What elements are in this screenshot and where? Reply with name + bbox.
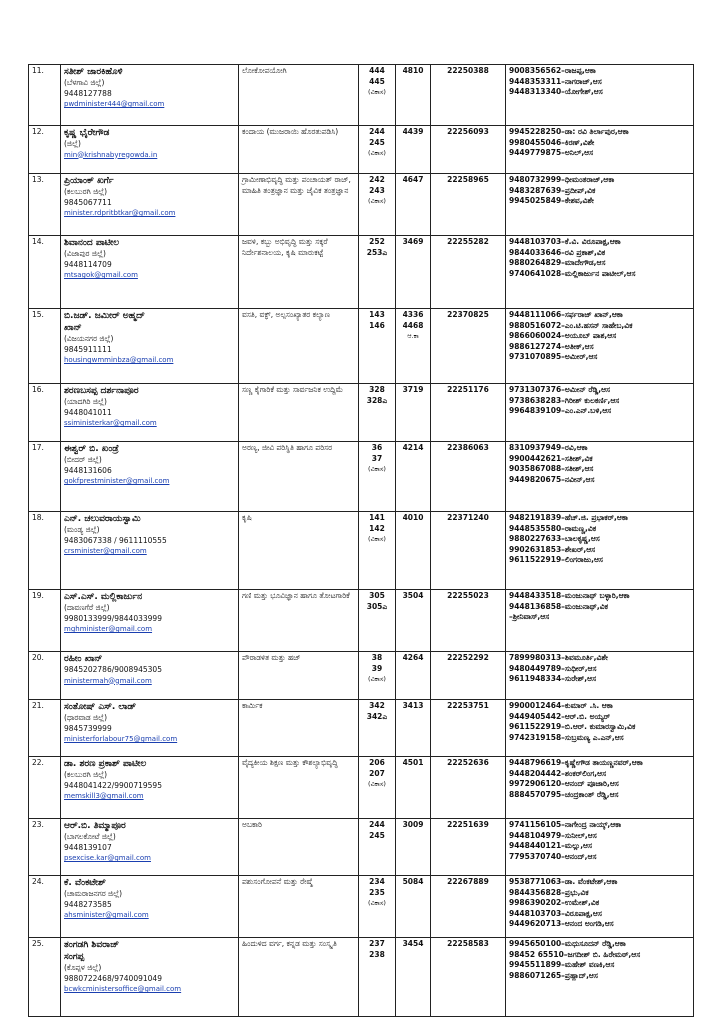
minister-name: ಎಸ್.ಎಸ್. ಮಲ್ಲಿಕಾರ್ಜುನ	[64, 592, 143, 602]
extension-numbers	[396, 512, 431, 590]
staff-contact: 9945025849–ಕೇಶವ,ವಿಶೇ	[509, 196, 594, 205]
portfolio: ಗ್ರಾಮೀಣಾಭಿವೃದ್ಧಿ ಮತ್ತು ಪಂಚಾಯತ್ ರಾಜ್, ಮಾಹಿತಿ ತಂತ್ರಜ್ಞಾನ ಮತ್ತು ಜೈವಿಕ ತಂತ್ರಜ್ಞಾನ	[239, 174, 359, 236]
office-phone: 22252636	[431, 757, 506, 819]
staff-contact: 9449820675–ನವೀನ್,ಆಸ	[509, 474, 595, 484]
minister-district: (ಯಾದಗಿರಿ ಜಿಲ್ಲೆ)	[64, 397, 107, 406]
staff-contact: –ಶ್ರೀನಿವಾಸ್,ಆಸ	[509, 612, 550, 621]
staff-contact: 9742319158–ಸುಬ್ರಮಣ್ಯ ಎ.ಎನ್,ಆಸ	[509, 732, 624, 742]
office-phone: 22252292	[431, 652, 506, 700]
staff-contact: 9886127274–ಅತೀಕ್,ಆಸ	[509, 341, 594, 351]
room-number: 141	[369, 513, 385, 522]
room-building-note: (ವಿಕಾಸ)	[368, 780, 386, 788]
extension-numbers	[396, 309, 431, 384]
minister-name: ರಹೀಂ ಖಾನ್	[64, 654, 103, 664]
room-number: 235	[369, 887, 385, 897]
staff-contact: 9945511899–ಮಹೇಶ್ ವಣಕಿ,ಆಸ	[509, 960, 615, 969]
extension-numbers	[396, 938, 431, 1017]
room-number: 244	[369, 127, 385, 136]
table-row	[29, 174, 694, 236]
staff-contact: 9980455046–ಕಿರಣ್,ವಿಶೇ	[509, 137, 595, 147]
room-number: 328	[369, 385, 385, 394]
room-numbers	[359, 590, 396, 652]
room-number: 445	[369, 76, 385, 86]
office-phone: 22251639	[431, 819, 506, 876]
serial-number: 14.	[29, 236, 61, 309]
minister-cell	[61, 590, 239, 652]
serial-number: 25.	[29, 938, 61, 1017]
room-numbers	[359, 819, 396, 876]
minister-cell	[61, 65, 239, 126]
minister-phone: 9448127788	[64, 88, 112, 98]
extension-numbers	[396, 590, 431, 652]
serial-number: 15.	[29, 309, 61, 384]
minister-phone: 9845739999	[64, 723, 112, 733]
staff-contact: 9008356562–ರಾಜಪ್ಪ,ಆಕಾ	[509, 66, 596, 75]
minister-name: ಕೆ. ವೆಂಕಟೇಶ್	[64, 878, 106, 888]
minister-name: ಸತೀಶ್ ಜಾರಕಿಹೊಳಿ	[64, 67, 123, 77]
minister-name: ಆರ್.ಬಿ. ತಿಮ್ಮಾಪೂರ	[64, 821, 126, 831]
staff-contacts	[506, 819, 694, 876]
minister-name: ಬಿ.ಜಡ್. ಜಮೀರ್ ಅಹ್ಮದ್	[64, 311, 145, 321]
room-numbers	[359, 126, 396, 174]
extension-number: 3009	[402, 820, 424, 829]
staff-contact: 9902631853–ಶೇಖರ್,ಆಸ	[509, 544, 596, 554]
extension-number: 4501	[402, 758, 424, 767]
staff-contact: 98452 65510–ಜಗದೀಶ್ ಬಿ. ಹಿರೇಮಠ್,ಆಸ	[509, 949, 641, 959]
staff-contacts	[506, 236, 694, 309]
room-numbers	[359, 174, 396, 236]
extension-number: 3504	[402, 591, 424, 600]
extension-number: 5084	[402, 877, 424, 886]
minister-cell	[61, 652, 239, 700]
staff-contact: 9448103703–ವಿರೂಪಾಕ್ಷ,ಆಸ	[509, 908, 602, 918]
room-number: 342ಎ	[366, 711, 388, 721]
minister-phone: 9845911111	[64, 344, 112, 354]
staff-contacts	[506, 174, 694, 236]
minister-email-link[interactable]: ssiministerkar@gmail.com	[64, 419, 157, 427]
staff-contact: 9880227633–ಬಾಲಕೃಷ್ಣ,ಆಸ	[509, 534, 600, 543]
minister-email-link[interactable]: ministermah@gmail.com	[64, 676, 152, 685]
room-numbers	[359, 442, 396, 512]
minister-name: ಶಿವಾನಂದ ಪಾಟೀಲ	[64, 238, 120, 248]
staff-contact: 9964839109–ಎಂ.ಎನ್.ಬಳಿ,ಆಸ	[509, 406, 612, 415]
staff-contact: 9448136858–ಮಂಜುನಾಥ್,ವಿಕ	[509, 601, 608, 611]
room-number: 36	[371, 443, 383, 452]
serial-number: 24.	[29, 876, 61, 938]
minister-name: ಡಾ. ಶರಣ ಪ್ರಕಾಶ್ ಪಾಟೀಲ	[64, 759, 147, 769]
staff-contact: 9448111066–ಸರ್ಫರಾಜ್ ಖಾನ್,ಆಕಾ	[509, 310, 623, 319]
serial-number: 20.	[29, 652, 61, 700]
minister-phone: 9980133999/9844033999	[64, 613, 162, 623]
minister-cell	[61, 174, 239, 236]
table-row	[29, 938, 694, 1017]
staff-contacts	[506, 938, 694, 1017]
minister-email-link[interactable]: ministerforlabour75@gmail.com	[64, 735, 178, 743]
staff-contact: 9945650100–ಮಧುಸೂದನ್ ರೆಡ್ಡಿ,ಆಕಾ	[509, 939, 626, 948]
room-numbers	[359, 65, 396, 126]
minister-phone: 9483067338 / 9611110555	[64, 535, 167, 545]
extension-number: 3719	[402, 385, 424, 394]
staff-contact: 9738638283–ಗಿರೀಶ್ ಕುಲಕರ್ಣಿ,ಆಸ	[509, 395, 620, 405]
staff-contact: 9880264829–ಮಾದೇಗೌಡ,ಆಸ	[509, 258, 606, 267]
minister-name-cont: ಸಂಗಪ್ಪ	[64, 952, 85, 962]
portfolio: ಪೌರಾಡಳಿತ ಮತ್ತು ಹಜ್	[239, 652, 359, 700]
staff-contact: 9731070895–ಅಮೀರ್,ಆಸ	[509, 352, 598, 361]
room-numbers	[359, 938, 396, 1017]
staff-contact: 9482191839–ಹೆಚ್.ಜಿ. ಪ್ರಭಾಕರ್,ಆಕಾ	[509, 513, 628, 522]
portfolio: ಕಂದಾಯ (ಮುಜರಾಯಿ ಹೊರತುಪಡಿಸಿ)	[239, 126, 359, 174]
table-row	[29, 384, 694, 442]
staff-contacts	[506, 309, 694, 384]
room-numbers	[359, 757, 396, 819]
room-building-note: (ವಿಕಾಸ)	[368, 899, 386, 907]
staff-contact: 9449620713–ಆನಂದ ಅಂಗಡಿ,ಆಸ	[509, 919, 614, 928]
table-row	[29, 236, 694, 309]
staff-contact: 9886071265–ಪ್ರಹ್ಲಾದ್,ಆಸ	[509, 970, 598, 980]
office-phone: 22258583	[431, 938, 506, 1017]
minister-email-link[interactable]: mghminister@gmail.com	[64, 625, 153, 633]
staff-contacts	[506, 442, 694, 512]
room-numbers	[359, 700, 396, 757]
minister-district: (ಬಾಗಲಕೋಟೆ ಜಿಲ್ಲೆ)	[64, 832, 116, 841]
staff-contact: 9866060024–ಅಯೂಬ್ ಪಾಶ,ಆಸ	[509, 331, 617, 340]
minister-cell	[61, 309, 239, 384]
minister-cell	[61, 757, 239, 819]
serial-number: 13.	[29, 174, 61, 236]
minister-district: (ಧಾರವಾಡ ಜಿಲ್ಲೆ)	[64, 713, 108, 722]
staff-contact: 9611522919–ಬಿ.ಆರ್. ಕುಮಾರಸ್ವಾಮಿ,ವಿಕ	[509, 722, 636, 731]
room-number: 253ಎ	[366, 247, 388, 257]
staff-contact: 9448104979–ಸುನೀಲ್,ಆಸ	[509, 830, 597, 840]
staff-contact: 9483287639–ಪ್ರದೀಪ್,ವಿಕ	[509, 185, 596, 195]
extension-numbers	[396, 652, 431, 700]
minister-phone: 9448131606	[64, 465, 112, 475]
office-phone: 22267889	[431, 876, 506, 938]
staff-contacts	[506, 876, 694, 938]
minister-cell	[61, 384, 239, 442]
staff-contact: 9538771063–ಡಾ. ವೆಂಕಟೇಶ್,ಆಕಾ	[509, 877, 618, 886]
minister-cell	[61, 819, 239, 876]
staff-contact: 9449405442–ಆರ್.ಬಿ. ಅಯ್ಯರ್	[509, 711, 611, 721]
minister-email-link[interactable]: memskill3@gmail.com	[64, 792, 144, 800]
extension-number: 4214	[402, 443, 424, 452]
serial-number: 23.	[29, 819, 61, 876]
extension-number: 4468	[402, 320, 424, 330]
extension-numbers	[396, 384, 431, 442]
room-building-note: (ವಿಕಾಸ)	[368, 535, 386, 543]
extension-numbers	[396, 174, 431, 236]
staff-contact: 9448313340–ಯೋಗೇಶ್,ಆಸ	[509, 87, 603, 96]
room-number: 243	[369, 185, 385, 195]
staff-contact: 8884570795–ಚಂದ್ರಕಾಂತ್ ರೆಡ್ಡಿ,ಆಸ	[509, 789, 619, 799]
minister-name: ಎನ್. ಚಲುವರಾಯಸ್ವಾಮಿ	[64, 514, 141, 524]
room-number: 252	[369, 237, 385, 246]
room-number: 444	[369, 66, 385, 75]
minister-email-link[interactable]: minister.rdpritbtkar@gmail.com	[64, 209, 176, 217]
room-number: 39	[371, 663, 383, 673]
extension-number: 4264	[402, 653, 424, 662]
portfolio: ಗಣಿ ಮತ್ತು ಭೂವಿಜ್ಞಾನ ಹಾಗೂ ತೋಟಗಾರಿಕೆ	[239, 590, 359, 652]
minister-cell	[61, 442, 239, 512]
serial-number: 18.	[29, 512, 61, 590]
minister-name: ತಂಗಡಗಿ ಶಿವರಾಜ್	[64, 940, 120, 950]
minister-cell	[61, 236, 239, 309]
table-row	[29, 819, 694, 876]
staff-contact: 7795370740–ಆನಂದ್,ಆಸ	[509, 851, 597, 861]
minister-email-link[interactable]: mtsagok@gmail.com	[64, 271, 138, 279]
minister-district: (ಜಿಲ್ಲೆ)	[64, 139, 81, 148]
staff-contact: 9900012464–ಕುಮಾರ್ .ಸಿ. ಆಕಾ	[509, 701, 613, 710]
serial-number: 11.	[29, 65, 61, 126]
minister-phone: 9448273585	[64, 899, 112, 909]
room-number: 242	[369, 175, 385, 184]
table-row	[29, 309, 694, 384]
office-phone: 22256093	[431, 126, 506, 174]
minister-name: ಈಶ್ವರ್ ಬಿ. ಖಂಡ್ರೆ	[64, 444, 119, 454]
portfolio: ಪಶುಸಂಗೋಪನೆ ಮತ್ತು ರೇಷ್ಮೆ	[239, 876, 359, 938]
office-phone: 22255023	[431, 590, 506, 652]
minister-name: ಶರಣಬಸಪ್ಪ ದರ್ಶನಾಪೂರ	[64, 386, 139, 396]
serial-number: 12.	[29, 126, 61, 174]
extension-numbers	[396, 65, 431, 126]
staff-contact: 9740641028–ಮಲ್ಲಿಕಾರ್ಜುನ ಪಾಟೀಲ್,ಆಸ	[509, 268, 636, 278]
minister-district: (ಬೆಳಗಾವಿ ಜಿಲ್ಲೆ)	[64, 78, 105, 87]
extension-number: 4336	[402, 310, 424, 319]
minister-cell	[61, 512, 239, 590]
minister-email-link[interactable]: bcwkcministersoffice@gmail.com	[64, 985, 182, 993]
minister-email-link[interactable]: gokfprestminister@gmail.com	[64, 477, 170, 485]
portfolio: ಜವಳಿ, ಕಬ್ಬು ಅಭಿವೃದ್ಧಿ ಮತ್ತು ಸಕ್ಕರೆ ನಿರ್ದೇಶನಾಲಯ, ಕೃಷಿ ಮಾರುಕಟ್ಟೆ	[239, 236, 359, 309]
room-building-note: (ವಿಕಾಸ)	[368, 675, 386, 683]
room-number: 237	[369, 939, 385, 948]
minister-name: ಕೃಷ್ಣ ಭೈರೇಗೌಡ	[64, 128, 110, 138]
staff-contacts	[506, 65, 694, 126]
minister-email-link[interactable]: crsminister@gmail.com	[64, 547, 147, 555]
extension-numbers	[396, 876, 431, 938]
room-building-note: (ವಿಕಾಸ)	[368, 149, 386, 157]
portfolio: ಸಣ್ಣ ಕೈಗಾರಿಕೆ ಮತ್ತು ಸಾರ್ವಜನಿಕ ಉದ್ದಿಮೆ	[239, 384, 359, 442]
staff-contact: 9844356828–ಪ್ರಭು,ವಿಕ	[509, 887, 589, 897]
table-row	[29, 876, 694, 938]
extension-numbers	[396, 442, 431, 512]
room-number: 238	[369, 949, 385, 959]
room-number: 207	[369, 768, 385, 778]
office-phone: 22386063	[431, 442, 506, 512]
serial-number: 21.	[29, 700, 61, 757]
staff-contacts	[506, 700, 694, 757]
minister-name: ಸಂತೋಷ್ ಎಸ್. ಲಾಡ್	[64, 702, 137, 712]
minister-email-link[interactable]: min@krishnabyregowda.in	[64, 150, 158, 159]
minister-district: (ಬೀದರ್ ಜಿಲ್ಲೆ)	[64, 455, 102, 464]
minister-phone: 9448114709	[64, 259, 112, 269]
room-building-note: (ವಿಕಾಸ)	[368, 465, 386, 473]
room-number: 146	[369, 320, 385, 330]
room-number: 206	[369, 758, 385, 767]
staff-contact: 7899980313–ಶಿವಮೂರ್ತಿ,ವಿಶೇ	[509, 653, 608, 662]
staff-contact: 9611948334–ಸುರೇಶ್,ಆಸ	[509, 674, 597, 683]
table-row	[29, 442, 694, 512]
staff-contact: 9448796619–ಕೃಷ್ಣೇಗೌಡ ತಾಯಣ್ಣನವರ್,ಆಕಾ	[509, 758, 643, 767]
staff-contacts	[506, 512, 694, 590]
minister-email-link[interactable]: pwdminister444@gmail.com	[64, 100, 165, 108]
minister-email-link[interactable]: housingwmminbza@gmail.com	[64, 356, 174, 364]
office-phone: 22370825	[431, 309, 506, 384]
extension-number: 4647	[402, 175, 424, 184]
staff-contact: 9480732999–ಧೀಮಂತರಾಜ್,ಆಕಾ	[509, 175, 615, 184]
staff-contacts	[506, 652, 694, 700]
staff-contact: 9900442621–ಸತೀಶ್,ವಿಕ	[509, 453, 593, 463]
minister-phone: 9448041422/9900719595	[64, 780, 162, 790]
room-numbers	[359, 652, 396, 700]
staff-contact: 9448440121–ಮಲ್ಲು,ಆಸ	[509, 841, 592, 850]
minister-cell	[61, 700, 239, 757]
minister-cell	[61, 938, 239, 1017]
minister-district: (ಕೊಪ್ಪಳ ಜಿಲ್ಲೆ)	[64, 963, 102, 972]
staff-contact: 9844033646–ರವಿ ಪ್ರಕಾಶ್,ವಿಕ	[509, 247, 606, 257]
room-number: 342	[369, 701, 385, 710]
minister-phone: 9845067711	[64, 197, 112, 207]
staff-contact: 9611522919–ಲಿಂಗರಾಜು,ಆಸ	[509, 555, 603, 564]
office-phone: 22258965	[431, 174, 506, 236]
extension-numbers	[396, 819, 431, 876]
staff-contact: 9448103703–ಕೆ.ವಿ. ವಿರೂಪಾಕ್ಷ,ಆಕಾ	[509, 237, 621, 246]
extension-number: 3469	[402, 237, 424, 246]
office-phone: 22250388	[431, 65, 506, 126]
extension-numbers	[396, 126, 431, 174]
table-row	[29, 126, 694, 174]
minister-phone: 9448139107	[64, 842, 112, 852]
staff-contact: 8310937949–ರವಿ,ಆಕಾ	[509, 443, 588, 452]
staff-contacts	[506, 757, 694, 819]
minister-name: ಪ್ರಿಯಾಂಕ್ ಖರ್ಗೆ	[64, 176, 114, 186]
room-number: 305	[369, 591, 385, 600]
portfolio: ಕೃಷಿ	[239, 512, 359, 590]
minister-phone: 9880722468/9740091049	[64, 973, 162, 983]
staff-contact: 9448204442–ಶಂಕರ್‌ಲಿಂಗ,ಆಸ	[509, 768, 607, 778]
staff-contact: 9035867088–ಸತೀಶ್,ಆಸ	[509, 464, 594, 473]
extension-number: 4439	[402, 127, 424, 136]
staff-contact: 9449779875–ಅನಿಲ್,ಆಸ	[509, 148, 594, 157]
minister-district: (ಕಲಬುರಗಿ ಜಿಲ್ಲೆ)	[64, 770, 108, 779]
room-number: 328ಎ	[366, 395, 388, 405]
room-number: 245	[369, 137, 385, 147]
ministers-contact-table	[28, 64, 694, 1017]
staff-contact: 9480449789–ಸುಧೀರ್,ಆಸ	[509, 663, 597, 673]
extension-number: 4010	[402, 513, 424, 522]
staff-contact: 9880516072–ಎಂ.ಟಿ.ಹಸನ್ ಸಾಹೇಬ,ವಿಕ	[509, 320, 633, 330]
room-building-note: (ವಿಕಾಸ)	[368, 88, 386, 96]
portfolio: ಹಿಂದುಳಿದ ವರ್ಗ, ಕನ್ನಡ ಮತ್ತು ಸಂಸ್ಕೃತಿ	[239, 938, 359, 1017]
portfolio: ಅಬಕಾರಿ	[239, 819, 359, 876]
portfolio: ಕಾರ್ಮಿಕ	[239, 700, 359, 757]
minister-phone: 9448041011	[64, 407, 112, 417]
staff-contact: 9972906120–ಆನಂದ್ ಪೂಜಾರಿ,ಆಸ	[509, 779, 619, 788]
portfolio: ವೈದ್ಯಕೀಯ ಶಿಕ್ಷಣ ಮತ್ತು ಕೌಶಲ್ಯಾಭಿವೃದ್ಧಿ	[239, 757, 359, 819]
room-numbers	[359, 876, 396, 938]
room-number: 37	[371, 453, 383, 463]
minister-email-link[interactable]: ahsminister@gmail.com	[64, 911, 149, 919]
room-numbers	[359, 309, 396, 384]
room-numbers	[359, 236, 396, 309]
portfolio: ವಸತಿ, ವಕ್ಫ್, ಅಲ್ಪಸಂಖ್ಯಾತರ ಕಲ್ಯಾಣ	[239, 309, 359, 384]
table-row	[29, 590, 694, 652]
minister-cell	[61, 126, 239, 174]
table-row	[29, 757, 694, 819]
room-number: 143	[369, 310, 385, 319]
minister-district: (ಚಾಮರಾಜನಗರ ಜಿಲ್ಲೆ)	[64, 889, 123, 898]
office-phone: 22251176	[431, 384, 506, 442]
serial-number: 17.	[29, 442, 61, 512]
extension-note: ಆ.ಕಾ	[407, 332, 419, 340]
extension-numbers	[396, 757, 431, 819]
staff-contact: 9731307376–ಅಮೀನ್ ರೆಡ್ಡಿ,ಆಸ	[509, 385, 611, 394]
table-row	[29, 700, 694, 757]
minister-district: (ವಿಜಾಪುರ ಜಿಲ್ಲೆ)	[64, 249, 106, 258]
office-phone: 22371240	[431, 512, 506, 590]
minister-phone: 9845202786/9008945305	[64, 665, 162, 674]
room-number: 234	[369, 877, 385, 886]
staff-contact: 9945228250–ಡಾ: ರವಿ ತಿರ್ಲಾಪುರ,ಆಕಾ	[509, 127, 629, 136]
office-phone: 22255282	[431, 236, 506, 309]
room-number: 142	[369, 523, 385, 533]
staff-contact: 9986390202–ಉಮೇಶ್,ವಿಕ	[509, 898, 600, 907]
serial-number: 16.	[29, 384, 61, 442]
serial-number: 22.	[29, 757, 61, 819]
minister-name-cont: ಖಾನ್	[64, 323, 82, 333]
room-building-note: (ವಿಕಾಸ)	[368, 197, 386, 205]
staff-contact: 9448535580–ರಾಮಣ್ಣ,ವಿಕ	[509, 523, 597, 533]
room-number: 38	[371, 653, 383, 662]
minister-district: (ಕಲಬುರಗಿ ಜಿಲ್ಲೆ)	[64, 187, 108, 196]
room-numbers	[359, 384, 396, 442]
staff-contacts	[506, 590, 694, 652]
minister-email-link[interactable]: psexcise.kar@gmail.com	[64, 854, 151, 862]
table-row	[29, 512, 694, 590]
serial-number: 19.	[29, 590, 61, 652]
minister-district: (ದಾವಣಗೆರೆ ಜಿಲ್ಲೆ)	[64, 603, 110, 612]
extension-numbers	[396, 236, 431, 309]
staff-contact: 9741156105–ನಾಗೇಂದ್ರ ನಾಯ್ಕ್,ಆಕಾ	[509, 820, 622, 829]
staff-contacts	[506, 126, 694, 174]
extension-number: 3454	[402, 939, 424, 948]
table-row	[29, 652, 694, 700]
portfolio: ಲೋಕೋಪಯೋಗಿ	[239, 65, 359, 126]
office-phone: 22253751	[431, 700, 506, 757]
room-number: 244	[369, 820, 385, 829]
extension-numbers	[396, 700, 431, 757]
minister-district: (ವಿಜಯನಗರ ಜಿಲ್ಲೆ)	[64, 334, 114, 343]
minister-cell	[61, 876, 239, 938]
room-number: 245	[369, 830, 385, 840]
room-number: 305ಎ	[366, 601, 388, 611]
extension-number: 3413	[402, 701, 424, 710]
extension-number: 4810	[402, 66, 424, 75]
staff-contact: 9448433518–ಮಂಜುನಾಥ್ ಬಳ್ಳಾರಿ,ಆಕಾ	[509, 591, 630, 600]
portfolio: ಅರಣ್ಯ, ಜೀವಿ ಪರಿಸ್ಥಿತಿ ಹಾಗೂ ಪರಿಸರ	[239, 442, 359, 512]
table-row	[29, 65, 694, 126]
room-numbers	[359, 512, 396, 590]
staff-contacts	[506, 384, 694, 442]
staff-contact: 9448353311–ನಾಗರಾಜ್,ಆಸ	[509, 76, 602, 86]
minister-district: (ಮಂಡ್ಯ ಜಿಲ್ಲೆ)	[64, 525, 100, 534]
